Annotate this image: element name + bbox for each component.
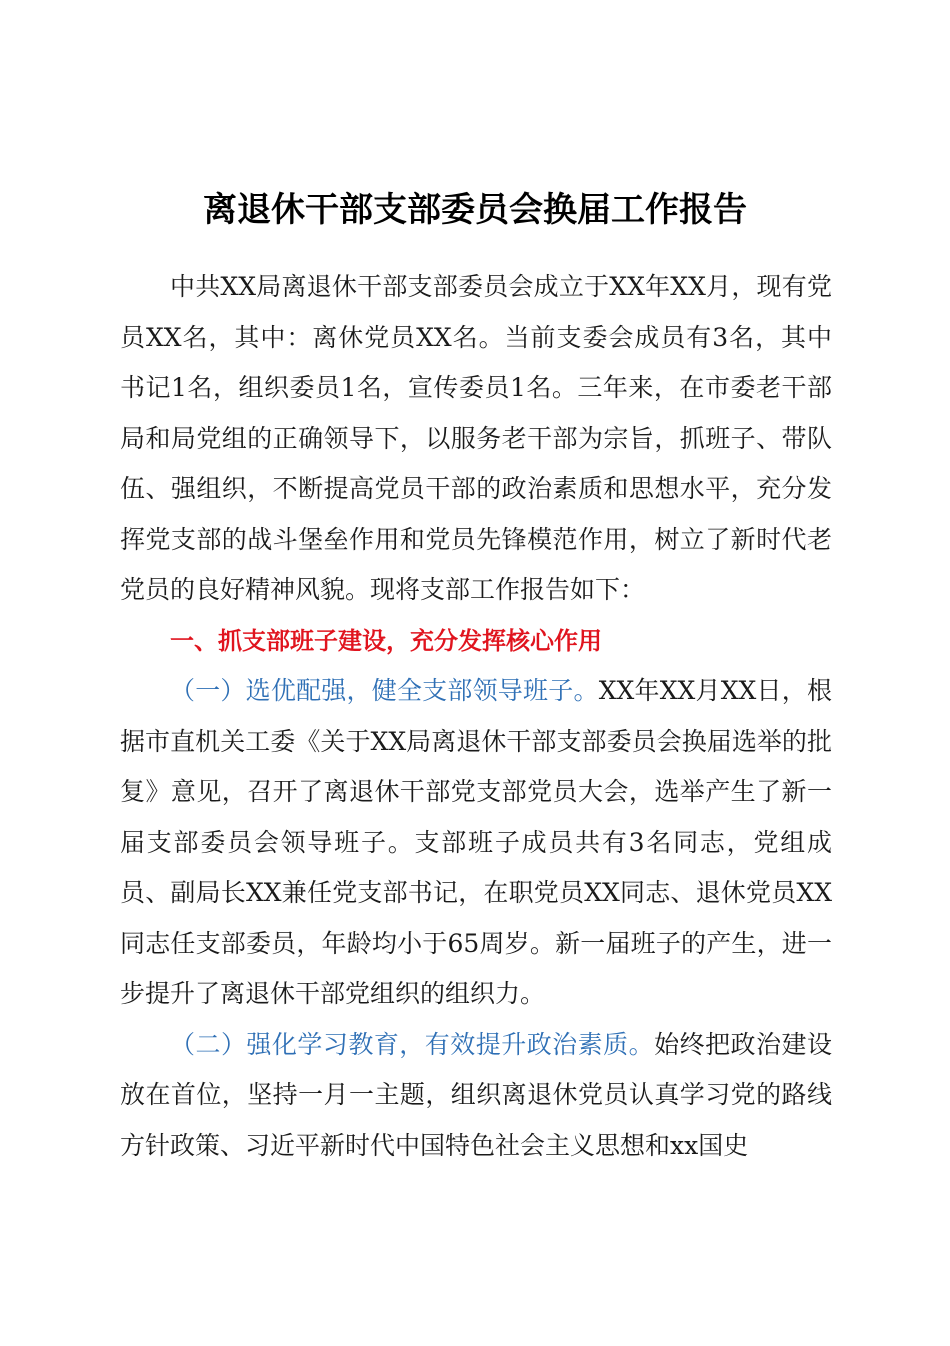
subsection-paragraph-2 <box>120 1020 832 1172</box>
subsection-text-2: 始终把政治建设放在首位，坚持一月一主题，组织离退休党员认真学习党的路线方针政策、习近平新时代中国特色社会主义思想和xx国史 <box>120 1029 832 1160</box>
intro-paragraph: 中共XX局离退休干部支部委员会成立于XX年XX月，现有党员XX名，其中：离休党员XX名。当前支委会成员有3名，其中书记1名，组织委员1名，宣传委员1名。三年来，在市委老干部局和局党组的正确领导下，以服务老干部为宗旨，抓班子、带队伍、强组织，不断提高党员干部的政治素质和思想水平，充分发挥党支部的战斗堡垒作用和党员先锋模范作用，树立了新时代老党员的良好精神风貌。现将支部工作报告如下： <box>120 272 832 604</box>
document-body <box>120 262 832 1171</box>
section-heading-1: 一、抓支部班子建设，充分发挥核心作用 <box>170 626 602 655</box>
subsection-text-1: XX年XX月XX日，根据市直机关工委《关于XX局离退休干部支部委员会换届选举的批复》意见，召开了离退休干部党支部党员大会，选举产生了新一届支部委员会领导班子。支部班子成员共有3名同志，党组成员、副局长XX兼任党支部书记，在职党员XX同志、退休党员XX同志任支部委员，年龄均小于65周岁。新一届班子的产生，进一步提升了离退休干部党组织的组织力。 <box>120 676 832 1008</box>
subsection-heading-1: （一）选优配强，健全支部领导班子。 <box>170 676 599 705</box>
document-title: 离退休干部支部委员会换届工作报告 <box>203 190 747 230</box>
subsection-heading-2: （二）强化学习教育，有效提升政治素质。 <box>170 1029 655 1059</box>
subsection-paragraph-1 <box>120 666 832 1020</box>
